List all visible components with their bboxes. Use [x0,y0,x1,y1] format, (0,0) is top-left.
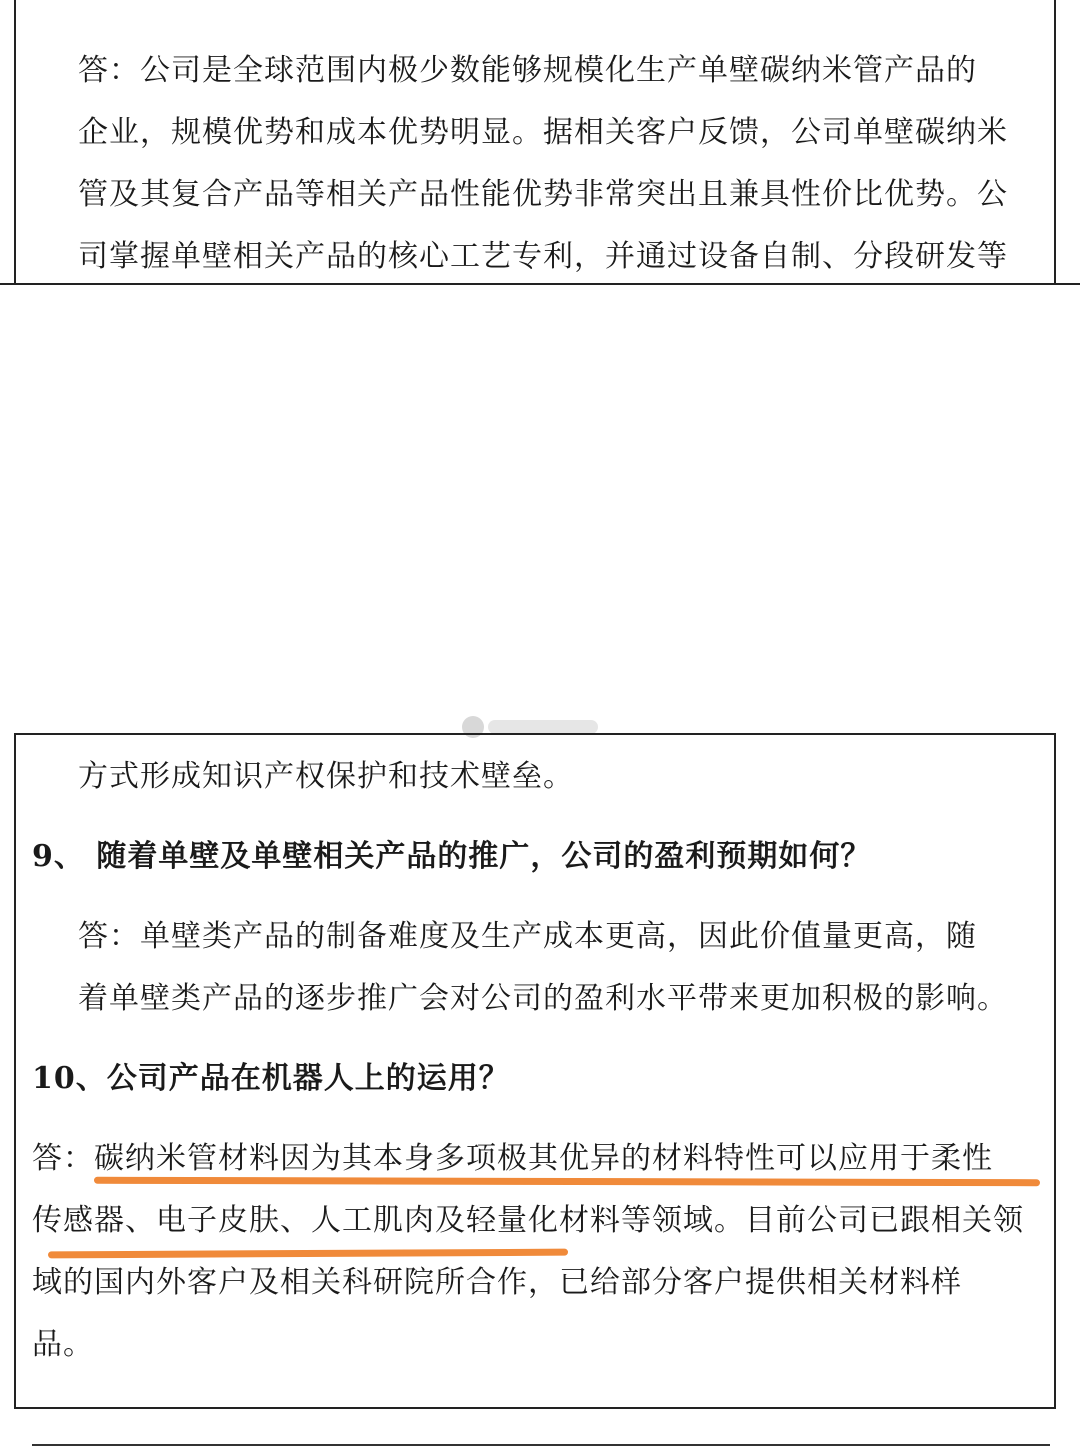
answer-10-line-1: 答：碳纳米管材料因为其本身多项极其优异的材料特性可以应用于柔性 [32,1141,993,1176]
right-border [1054,0,1056,283]
answer-9-line-1: 答：单壁类产品的制备难度及生产成本更高，因此价值量更高，随 [78,919,977,954]
continuation-line: 方式形成知识产权保护和技术壁垒。 [78,759,574,794]
top-answer-line-3: 管及其复合产品等相关产品性能优势非常突出且兼具性价比优势。公 [78,177,1008,212]
next-page-edge [32,1444,1050,1446]
top-page-fragment [0,0,1080,285]
answer-10-line-2: 传感器、电子皮肤、人工肌肉及轻量化材料等领域。目前公司已跟相关领 [32,1203,1024,1238]
answer-10-line-4: 品。 [32,1327,94,1362]
top-answer-line-1: 答：公司是全球范围内极少数能够规模化生产单壁碳纳米管产品的 [78,53,977,88]
question-10: 10、公司产品在机器人上的运用？ [32,1061,510,1096]
top-answer-line-2: 企业，规模优势和成本优势明显。据相关客户反馈，公司单壁碳纳米 [78,115,1008,150]
question-9: 9、 随着单壁及单壁相关产品的推广，公司的盈利预期如何？ [32,839,872,874]
watermark-text-blur [488,720,598,734]
answer-9-line-2: 着单壁类产品的逐步推广会对公司的盈利水平带来更加积极的影响。 [78,981,1008,1016]
left-border [14,0,16,283]
top-answer-line-4: 司掌握单壁相关产品的核心工艺专利，并通过设备自制、分段研发等 [78,239,1008,274]
answer-10-line-3: 域的国内外客户及相关科研院所合作，已给部分客户提供相关材料样 [32,1265,962,1300]
